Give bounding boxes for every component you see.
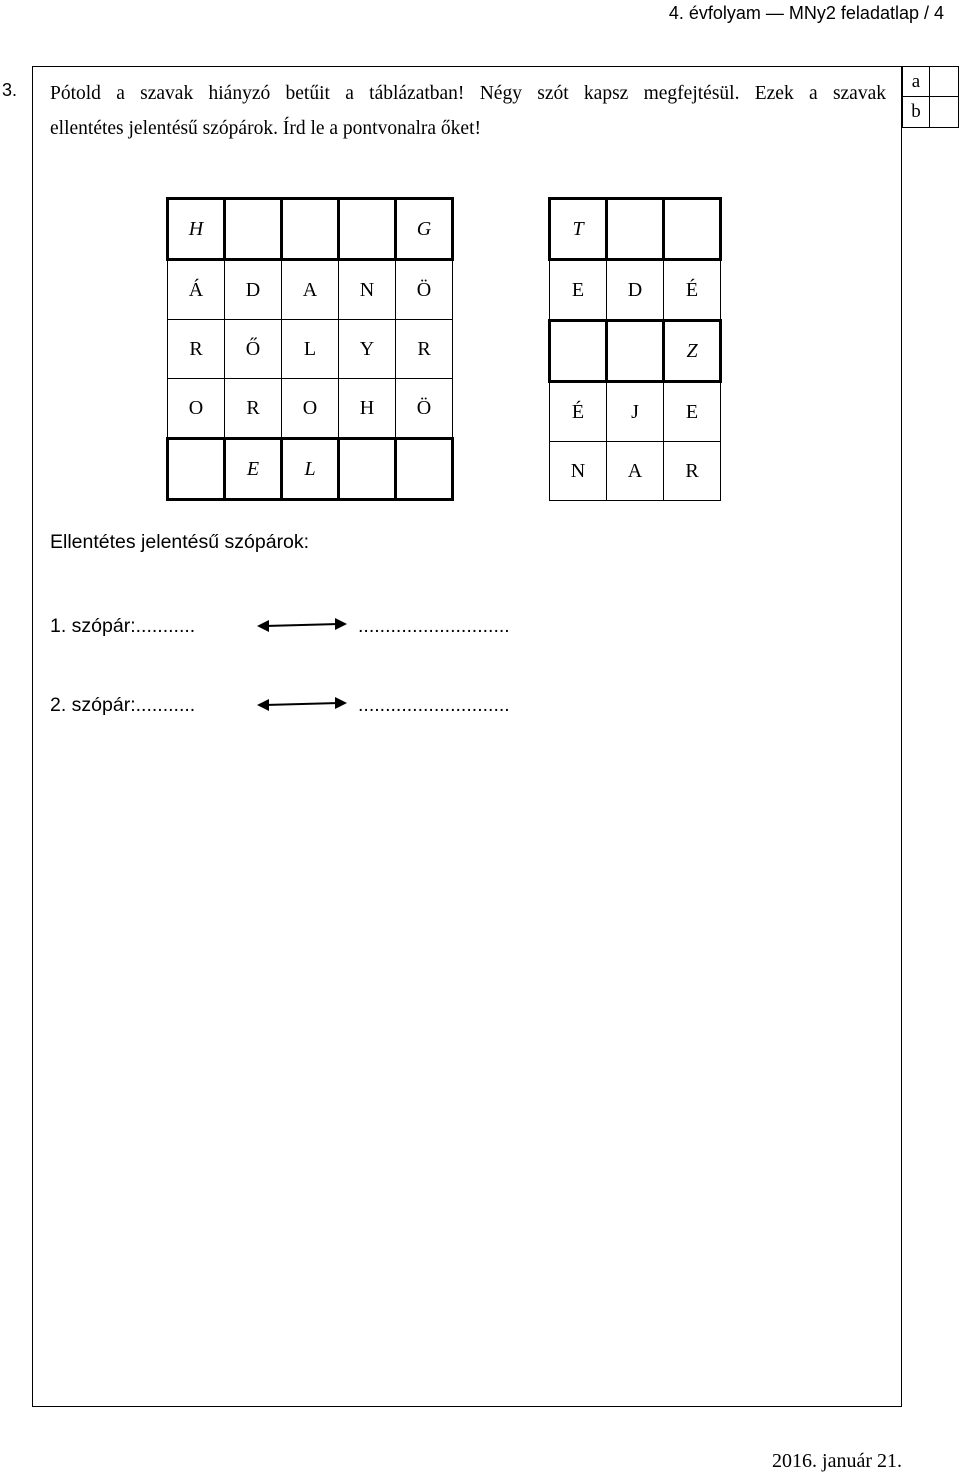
score-cell-b[interactable] (930, 97, 958, 127)
word-pair-1-answer-line[interactable]: 1. szópár:........... (50, 615, 196, 637)
grid-cell-blank[interactable] (168, 439, 225, 500)
instruction-line-1: Pótold a szavak hiányzó betűit a táblázatban! Négy szót kapsz megfejtésül. Ezek a szavak (50, 83, 886, 104)
grid-cell: D (225, 260, 282, 320)
task-number: 3. (2, 80, 18, 100)
score-cell-a[interactable] (930, 67, 958, 97)
grid-cell: E (664, 382, 721, 442)
task-instructions (50, 76, 886, 146)
instruction-line-2: ellentétes jelentésű szópárok. Írd le a pontvonalra őket! (50, 118, 481, 139)
grid-cell: R (664, 442, 721, 501)
grid-cell: E (550, 260, 607, 321)
grid-cell: Ő (225, 320, 282, 379)
score-box (902, 66, 959, 128)
grid-cell: R (168, 320, 225, 379)
word-pair-2-answer-line-2[interactable]: ............................ (358, 694, 510, 716)
grid-cell: N (550, 442, 607, 501)
grid-cell: A (282, 260, 339, 320)
grid-cell: R (225, 379, 282, 439)
grid-cell: H (339, 379, 396, 439)
page-footer-date: 2016. január 21. (772, 1450, 902, 1472)
score-label-b: b (903, 97, 930, 127)
grid-cell: H (168, 199, 225, 260)
grid-cell-blank[interactable] (339, 199, 396, 260)
grid-cell-blank[interactable] (396, 439, 453, 500)
grid-cell: R (396, 320, 453, 379)
grid-cell-blank[interactable] (664, 199, 721, 260)
grid-cell: Á (168, 260, 225, 320)
letter-grid-left (166, 197, 454, 501)
grid-cell: A (607, 442, 664, 501)
grid-cell: T (550, 199, 607, 260)
word-pair-2-answer-line[interactable]: 2. szópár:........... (50, 694, 196, 716)
grid-cell: Z (664, 321, 721, 382)
grid-cell: G (396, 199, 453, 260)
grid-cell: Ö (396, 379, 453, 439)
grid-cell-blank[interactable] (339, 439, 396, 500)
grid-cell: L (282, 439, 339, 500)
grid-cell: É (550, 382, 607, 442)
grid-cell: O (168, 379, 225, 439)
letter-grid-right (548, 197, 722, 501)
page-header: 4. évfolyam — MNy2 feladatlap / 4 (668, 3, 944, 23)
grid-cell: N (339, 260, 396, 320)
grid-cell: O (282, 379, 339, 439)
score-label-a: a (903, 67, 930, 97)
grid-cell-blank[interactable] (225, 199, 282, 260)
grid-cell-blank[interactable] (607, 199, 664, 260)
grid-cell: J (607, 382, 664, 442)
grid-cell: E (225, 439, 282, 500)
double-arrow-icon (257, 615, 347, 635)
word-pair-1-answer-line-2[interactable]: ............................ (358, 615, 510, 637)
grid-cell-blank[interactable] (550, 321, 607, 382)
double-arrow-icon (257, 694, 347, 714)
pairs-heading: Ellentétes jelentésű szópárok: (50, 531, 310, 553)
grid-cell-blank[interactable] (282, 199, 339, 260)
grid-cell: D (607, 260, 664, 321)
task-frame (32, 66, 902, 1407)
grid-cell: Y (339, 320, 396, 379)
grid-cell: É (664, 260, 721, 321)
grid-cell: Ö (396, 260, 453, 320)
grid-cell: L (282, 320, 339, 379)
grid-cell-blank[interactable] (607, 321, 664, 382)
